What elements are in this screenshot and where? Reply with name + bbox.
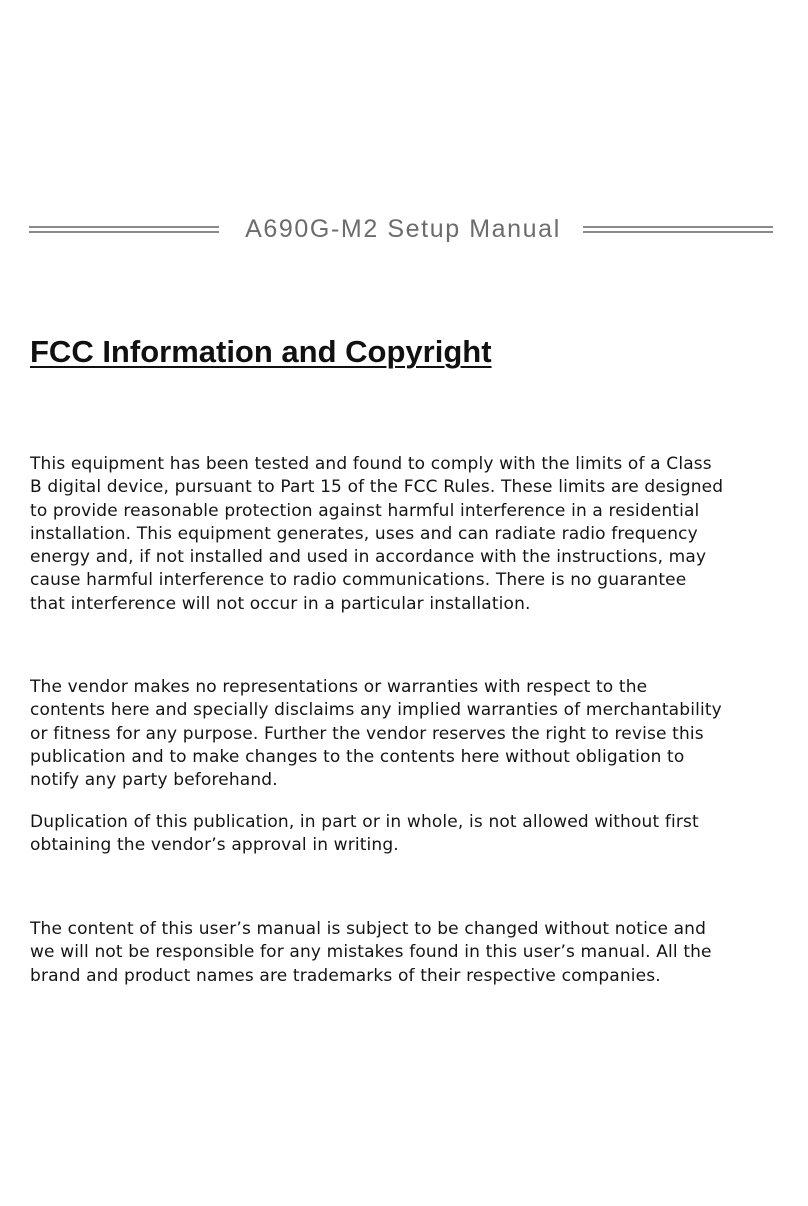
fcc-compliance-paragraph: This equipment has been tested and found to comply with the limits of a Class B digital device, pursuant to Part 15 of the FCC Rules. These limits are designed to provide reasonable protection against harmful interference in a residential installation. This equipment generates, uses and can radiate radio frequency energy and, if not installed and used in accordance with the instructions, may cause harmful interference to radio communications. There is no guarantee that interference will not occur in a particular installation. <box>30 454 724 614</box>
header-rule-right <box>583 225 773 234</box>
document-header <box>29 210 773 248</box>
header-title: A690G-M2 Setup Manual <box>245 214 561 243</box>
trademark-paragraph: The content of this user’s manual is subject to be changed without notice and we will not be responsible for any mistakes found in this user’s manual. All the brand and product names are trademarks of their respective companies. <box>30 919 712 986</box>
duplication-paragraph: Duplication of this publication, in part or in whole, is not allowed without first obtaining the vendor’s approval in writing. <box>30 812 699 856</box>
warranty-disclaimer-paragraph: The vendor makes no representations or warranties with respect to the contents here and specially disclaims any implied warranties of merchantability or fitness for any purpose. Further the vendor reserves the right to revise this publication and to make changes to the contents here without obligation to notify any party beforehand. <box>30 677 722 791</box>
page-title: FCC Information and Copyright <box>30 334 492 369</box>
header-rule-left <box>29 225 219 234</box>
